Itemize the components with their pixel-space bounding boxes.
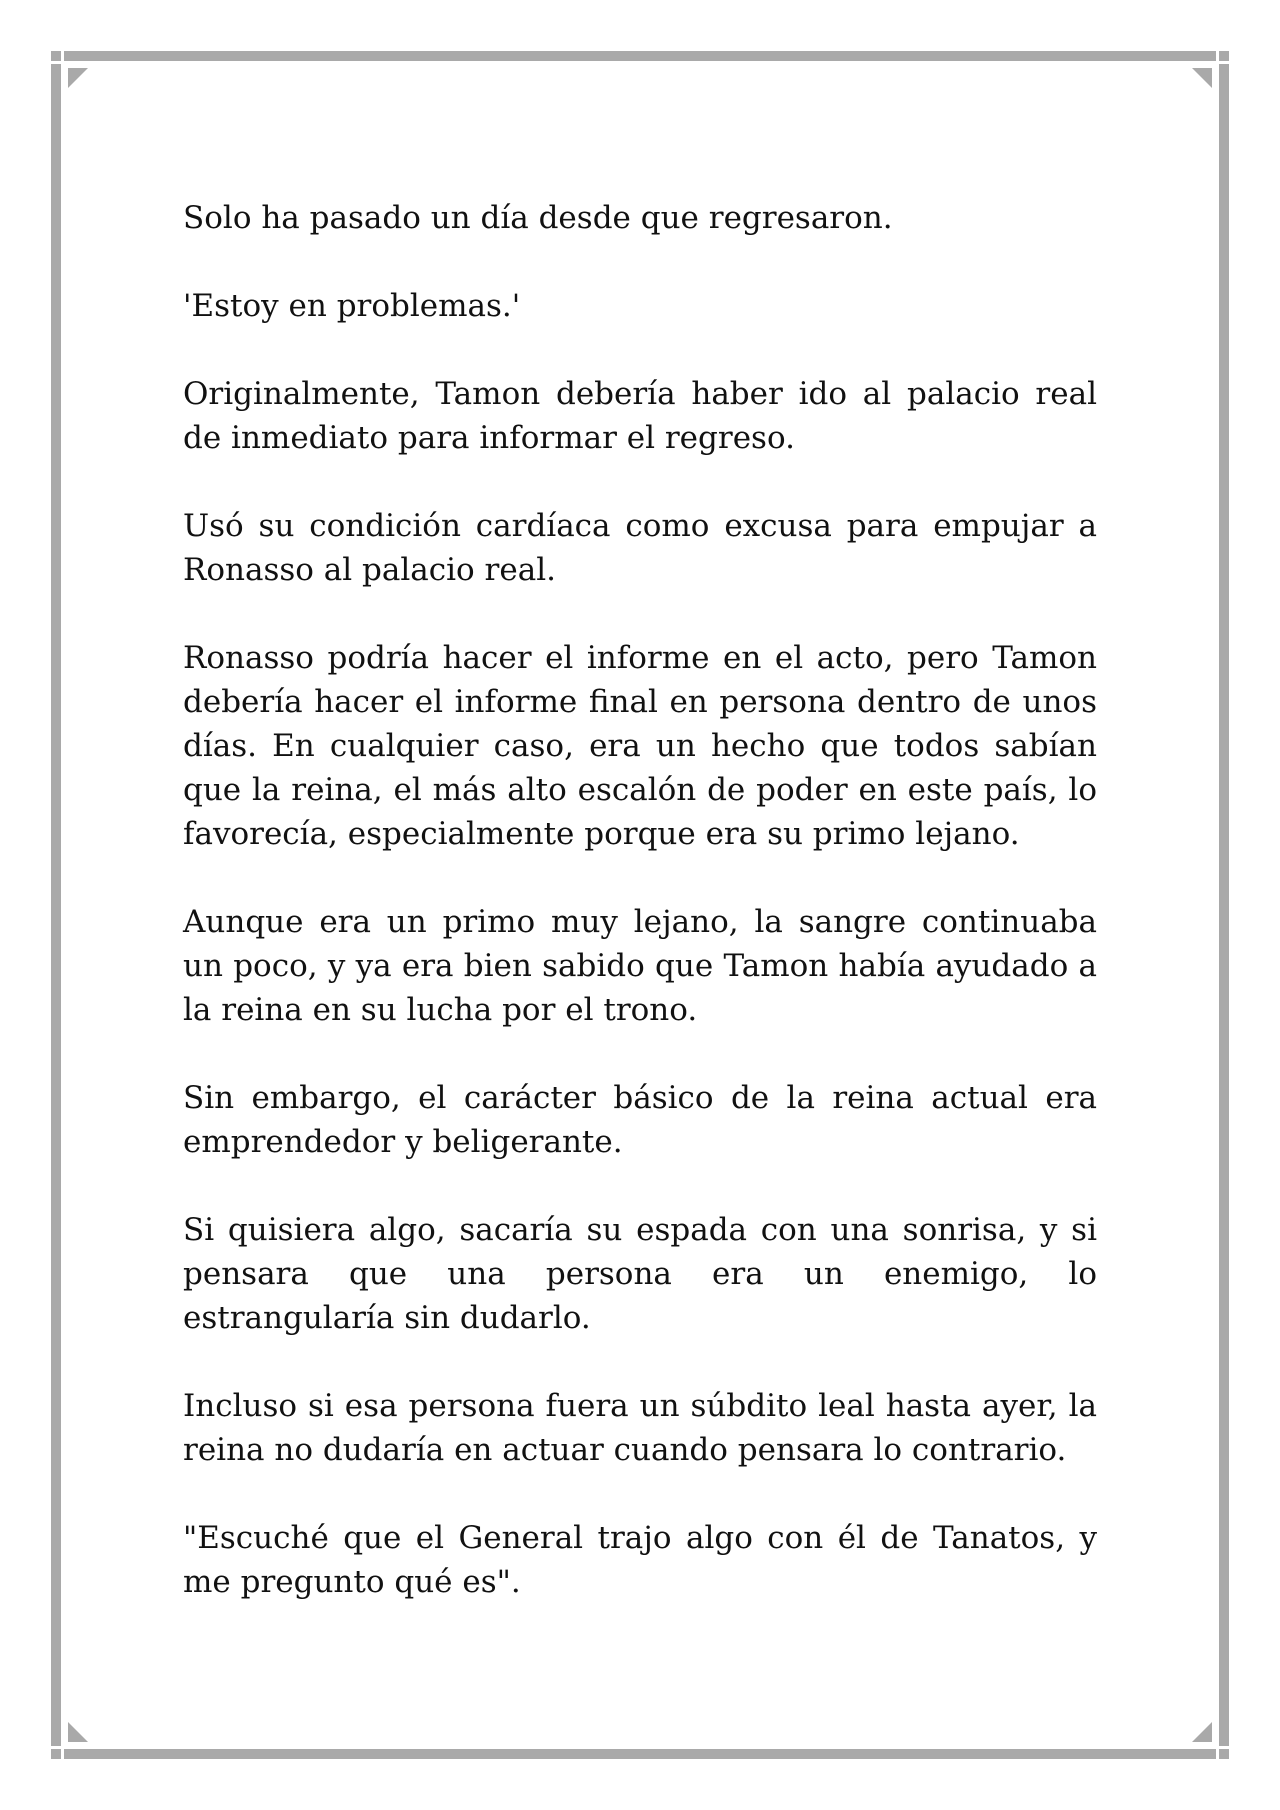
frame-left-border xyxy=(51,60,61,1750)
frame-nub-tr-h xyxy=(1204,51,1212,61)
body-text xyxy=(183,196,1097,1648)
paragraph-6: Aunque era un primo muy lejano, la sangre continuaba un poco, y ya era bien sabido que Tamon había ayudado a la reina en su lucha por el trono. xyxy=(183,904,1097,1028)
frame-top-border xyxy=(60,51,1220,61)
paragraph-4: Usó su condición cardíaca como excusa para empujar a Ronasso al palacio real. xyxy=(183,508,1097,588)
ornament-triangle-top-right xyxy=(1192,68,1212,88)
frame-corner-top-right xyxy=(1216,48,1232,64)
paragraph-9: Incluso si esa persona fuera un súbdito leal hasta ayer, la reina no dudaría en actuar cuando pensara lo contrario. xyxy=(183,1388,1097,1468)
frame-nub-tr-v xyxy=(1219,68,1229,76)
ornament-triangle-bottom-left xyxy=(68,1722,88,1742)
frame-nub-tl-v xyxy=(51,68,61,76)
paragraph-5: Ronasso podría hacer el informe en el acto, pero Tamon debería hacer el informe final en persona dentro de unos días. En cualquier caso, era un hecho que todos sabían que la reina, el más alto escalón de poder en este país, lo favorecía, especialmente porque era su primo lejano. xyxy=(183,640,1097,852)
frame-corner-bottom-right xyxy=(1216,1746,1232,1762)
ornament-triangle-bottom-right xyxy=(1192,1722,1212,1742)
paragraph-10: "Escuché que el General trajo algo con él de Tanatos, y me pregunto qué es". xyxy=(183,1520,1097,1600)
frame-corner-bottom-left xyxy=(48,1746,64,1762)
frame-nub-br-h xyxy=(1204,1749,1212,1759)
frame-nub-tl-h xyxy=(68,51,76,61)
paragraph-8: Si quisiera algo, sacaría su espada con una sonrisa, y si pensara que una persona era un enemigo, lo estrangularía sin dudarlo. xyxy=(183,1212,1097,1336)
paragraph-3: Originalmente, Tamon debería haber ido al palacio real de inmediato para informar el regreso. xyxy=(183,376,1097,456)
frame-nub-bl-h xyxy=(68,1749,76,1759)
frame-nub-bl-v xyxy=(51,1734,61,1742)
ornament-triangle-top-left xyxy=(68,68,88,88)
frame-right-border xyxy=(1219,60,1229,1750)
frame-corner-top-left xyxy=(48,48,64,64)
frame-nub-br-v xyxy=(1219,1734,1229,1742)
paragraph-2: 'Estoy en problemas.' xyxy=(183,288,521,324)
paragraph-1: Solo ha pasado un día desde que regresaron. xyxy=(183,200,893,236)
frame-bottom-border xyxy=(60,1749,1220,1759)
paragraph-7: Sin embargo, el carácter básico de la reina actual era emprendedor y beligerante. xyxy=(183,1080,1097,1160)
